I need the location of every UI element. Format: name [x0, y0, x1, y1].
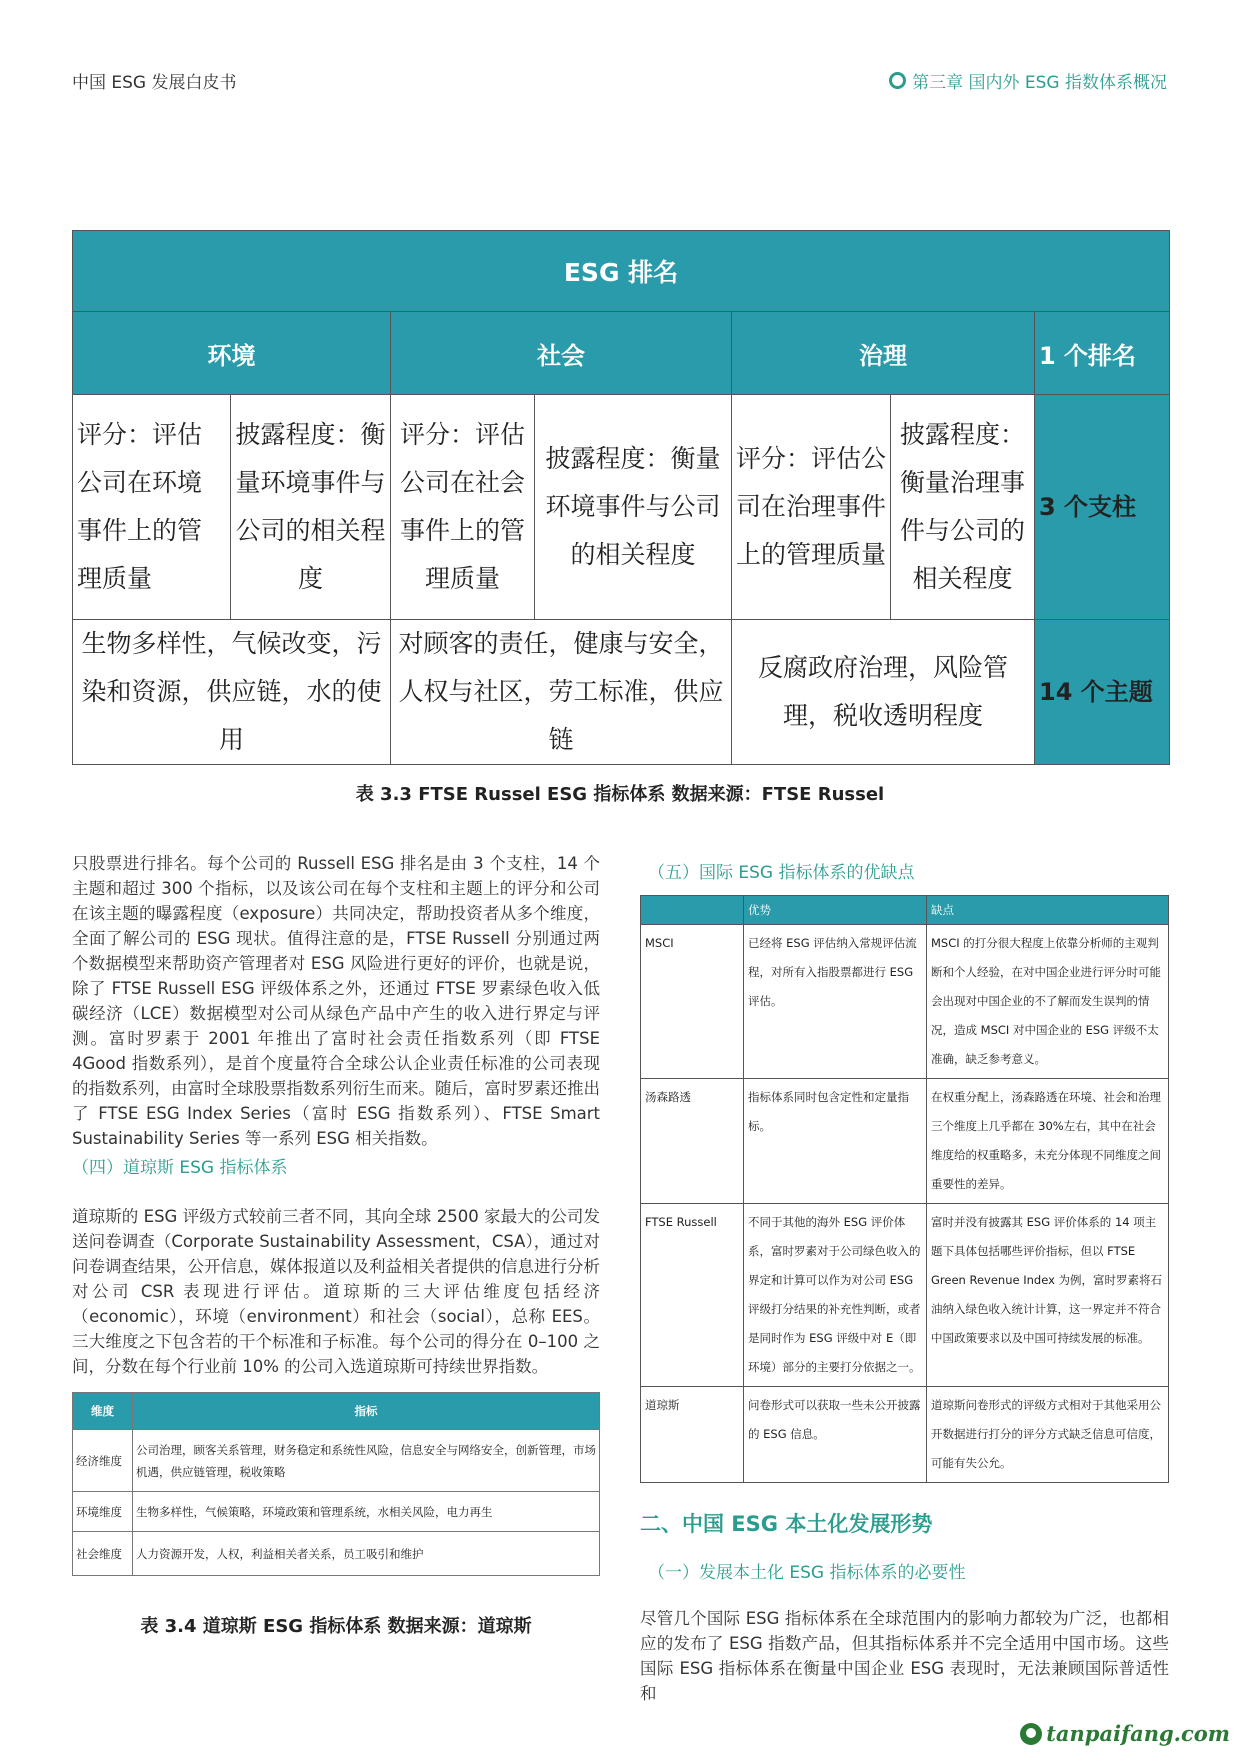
gov-themes: 反腐政府治理，风险管理，税收透明程度 — [732, 620, 1035, 765]
soc-themes: 对顾客的责任，健康与安全，人权与社区，劳工标准，供应链 — [391, 620, 732, 765]
watermark-logo — [1020, 1721, 1230, 1746]
indicator-cell: 公司治理，顾客关系管理，财务稳定和系统性风险，信息安全与网络安全，创新管理，市场机遇，供应链管理，税收策略 — [133, 1430, 600, 1492]
section-heading-china-esg: 二、中国 ESG 本土化发展形势 — [640, 1512, 933, 1536]
provider-cell: MSCI — [641, 925, 744, 1079]
pillar-environment: 环境 — [73, 312, 391, 395]
indicator-cell: 生物多样性，气候策略，环境政策和管理系统，水相关风险，电力再生 — [133, 1492, 600, 1532]
col-header-pros: 优势 — [744, 896, 927, 925]
table-row — [641, 1079, 1169, 1204]
table-row — [641, 1204, 1169, 1387]
col-header-dimension: 维度 — [73, 1393, 133, 1430]
env-themes: 生物多样性，气候改变，污染和资源，供应链，水的使用 — [73, 620, 391, 765]
subheading-localization: （一）发展本土化 ESG 指标体系的必要性 — [648, 1563, 966, 1583]
table-caption-3-4: 表 3.4 道琼斯 ESG 指标体系 数据来源：道琼斯 — [140, 1616, 532, 1637]
running-header-left: 中国 ESG 发展白皮书 — [72, 73, 237, 93]
subheading-dow-jones: （四）道琼斯 ESG 指标体系 — [72, 1158, 288, 1178]
table-caption-3-3: 表 3.3 FTSE Russel ESG 指标体系 数据来源：FTSE Russel — [355, 784, 885, 805]
body-paragraph-ftse: 只股票进行排名。每个公司的 Russell ESG 排名是由 3 个支柱，14 个主题和超过 300 个指标，以及该公司在每个支柱和主题上的评分和公司在该主题的曝露程度（exposure）共同决定，帮助投资者从多个维度，全面了解公司的 ESG 现状。值得注意的是，FTSE Russell 分别通过两个数据模型来帮助资产管理者对 ESG 风险进行更好的评价，也就是说，除了 FTSE Russell ESG 评级体系之外，还通过 FTSE 罗素绿色收入低碳经济（LCE）数据模型对公司从绿色产品中产生的收入进行界定与评 测。富时罗素于 2001 年推出了富时社会责任指数系列（即 FTSE 4Good 指数系列），是首个度量符合全球公认企业责任标准的公司表现的指数系列，由富时全球股票指数系列衍生而来。随后，富时罗素还推出了 FTSE ESG Index Series（富时 ESG 指数系列）、FTSE Smart Sustainability Series 等一系列 ESG 相关指数。 — [72, 854, 600, 1148]
table-row — [73, 1430, 600, 1492]
table-row — [641, 1387, 1169, 1483]
pros-cons-table — [640, 895, 1169, 1483]
pros-cell: 不同于其他的海外 ESG 评价体系，富时罗素对于公司绿色收入的界定和计算可以作为对公司 ESG 评级打分结果的补充性判断，或者是同时作为 ESG 评级中对 E（即环境）部分的主要打分依据之一。 — [744, 1204, 927, 1387]
cons-cell: 道琼斯问卷形式的评级方式相对于其他采用公开数据进行打分的评分方式缺乏信息可信度，可能有失公允。 — [927, 1387, 1169, 1483]
table-row — [73, 1492, 600, 1532]
leaf-logo-icon — [1020, 1723, 1042, 1745]
table-row — [73, 1532, 600, 1576]
env-exposure-desc: 披露程度：衡量环境事件与公司的相关程度 — [231, 395, 391, 620]
cons-cell: 在权重分配上，汤森路透在环境、社会和治理三个维度上几乎都在 30%左右，其中在社会维度给的权重略多，未充分体现不同维度之间重要性的差异。 — [927, 1079, 1169, 1204]
provider-cell: 道琼斯 — [641, 1387, 744, 1483]
table-row — [641, 925, 1169, 1079]
dimension-cell: 经济维度 — [73, 1430, 133, 1492]
level-pillars: 3 个支柱 — [1035, 395, 1170, 620]
provider-cell: FTSE Russell — [641, 1204, 744, 1387]
soc-exposure-desc: 披露程度：衡量环境事件与公司的相关程度 — [535, 395, 732, 620]
cons-cell: 富时并没有披露其 ESG 评价体系的 14 项主题下具体包括哪些评价指标，但以 FTSE Green Revenue Index 为例，富时罗素将石油纳入绿色收入统计计算，这一界定并不符合中国政策要求以及中国可持续发展的标准。 — [927, 1204, 1169, 1387]
env-score-desc: 评分：评估公司在环境事件上的管理质量 — [73, 395, 231, 620]
pros-cell: 已经将 ESG 评估纳入常规评估流程，对所有入指股票都进行 ESG 评估。 — [744, 925, 927, 1079]
dimension-cell: 环境维度 — [73, 1492, 133, 1532]
body-paragraph-localization: 尽管几个国际 ESG 指标体系在全球范围内的影响力都较为广泛，也都相应的发布了 ESG 指数产品，但其指标体系并不完全适用中国市场。这些国际 ESG 指标体系在衡量中国企业 ESG 表现时，无法兼顾国际普适性和 — [640, 1609, 1169, 1703]
dow-jones-table — [72, 1392, 600, 1576]
indicator-cell: 人力资源开发，人权，利益相关者关系，员工吸引和维护 — [133, 1532, 600, 1576]
pillar-governance: 治理 — [732, 312, 1035, 395]
pros-cell: 指标体系同时包含定性和定量指标。 — [744, 1079, 927, 1204]
running-header-right — [889, 68, 1167, 93]
provider-cell: 汤森路透 — [641, 1079, 744, 1204]
circle-icon — [889, 72, 906, 89]
subheading-pros-cons: （五）国际 ESG 指标体系的优缺点 — [648, 863, 915, 883]
watermark-text: tanpaifang.com — [1046, 1721, 1230, 1746]
level-ranking: 1 个排名 — [1035, 312, 1170, 395]
cons-cell: MSCI 的打分很大程度上依靠分析师的主观判断和个人经验，在对中国企业进行评分时可能会出现对中国企业的不了解而发生误判的情况，造成 MSCI 对中国企业的 ESG 评级不太准确，缺乏参考意义。 — [927, 925, 1169, 1079]
dimension-cell: 社会维度 — [73, 1532, 133, 1576]
gov-score-desc: 评分：评估公司在治理事件上的管理质量 — [732, 395, 891, 620]
soc-score-desc: 评分：评估公司在社会事件上的管理质量 — [391, 395, 535, 620]
level-themes: 14 个主题 — [1035, 620, 1170, 765]
table-title: ESG 排名 — [73, 231, 1170, 312]
col-header-name — [641, 896, 744, 925]
col-header-indicator: 指标 — [133, 1393, 600, 1430]
chapter-title: 第三章 国内外 ESG 指数体系概况 — [912, 73, 1167, 93]
gov-exposure-desc: 披露程度：衡量治理事件与公司的相关程度 — [891, 395, 1035, 620]
body-paragraph-dow-jones: 道琼斯的 ESG 评级方式较前三者不同，其向全球 2500 家最大的公司发送问卷调查（Corporate Sustainability Assessment，CSA），通过对问卷调查结果，公开信息，媒体报道以及利益相关者提供的信息进行分析对公司 CSR 表现进行评估。道琼斯的三大评估维度包括经济（economic），环境（environment）和社会（social），总称 EES。三大维度之下包含若的干个标准和子标准。每个公司的得分在 0–100 之间，分数在每个行业前 10% 的公司入选道琼斯可持续世界指数。 — [72, 1207, 600, 1376]
ftse-esg-table — [72, 230, 1170, 765]
pillar-social: 社会 — [391, 312, 732, 395]
pros-cell: 问卷形式可以获取一些未公开披露的 ESG 信息。 — [744, 1387, 927, 1483]
col-header-cons: 缺点 — [927, 896, 1169, 925]
